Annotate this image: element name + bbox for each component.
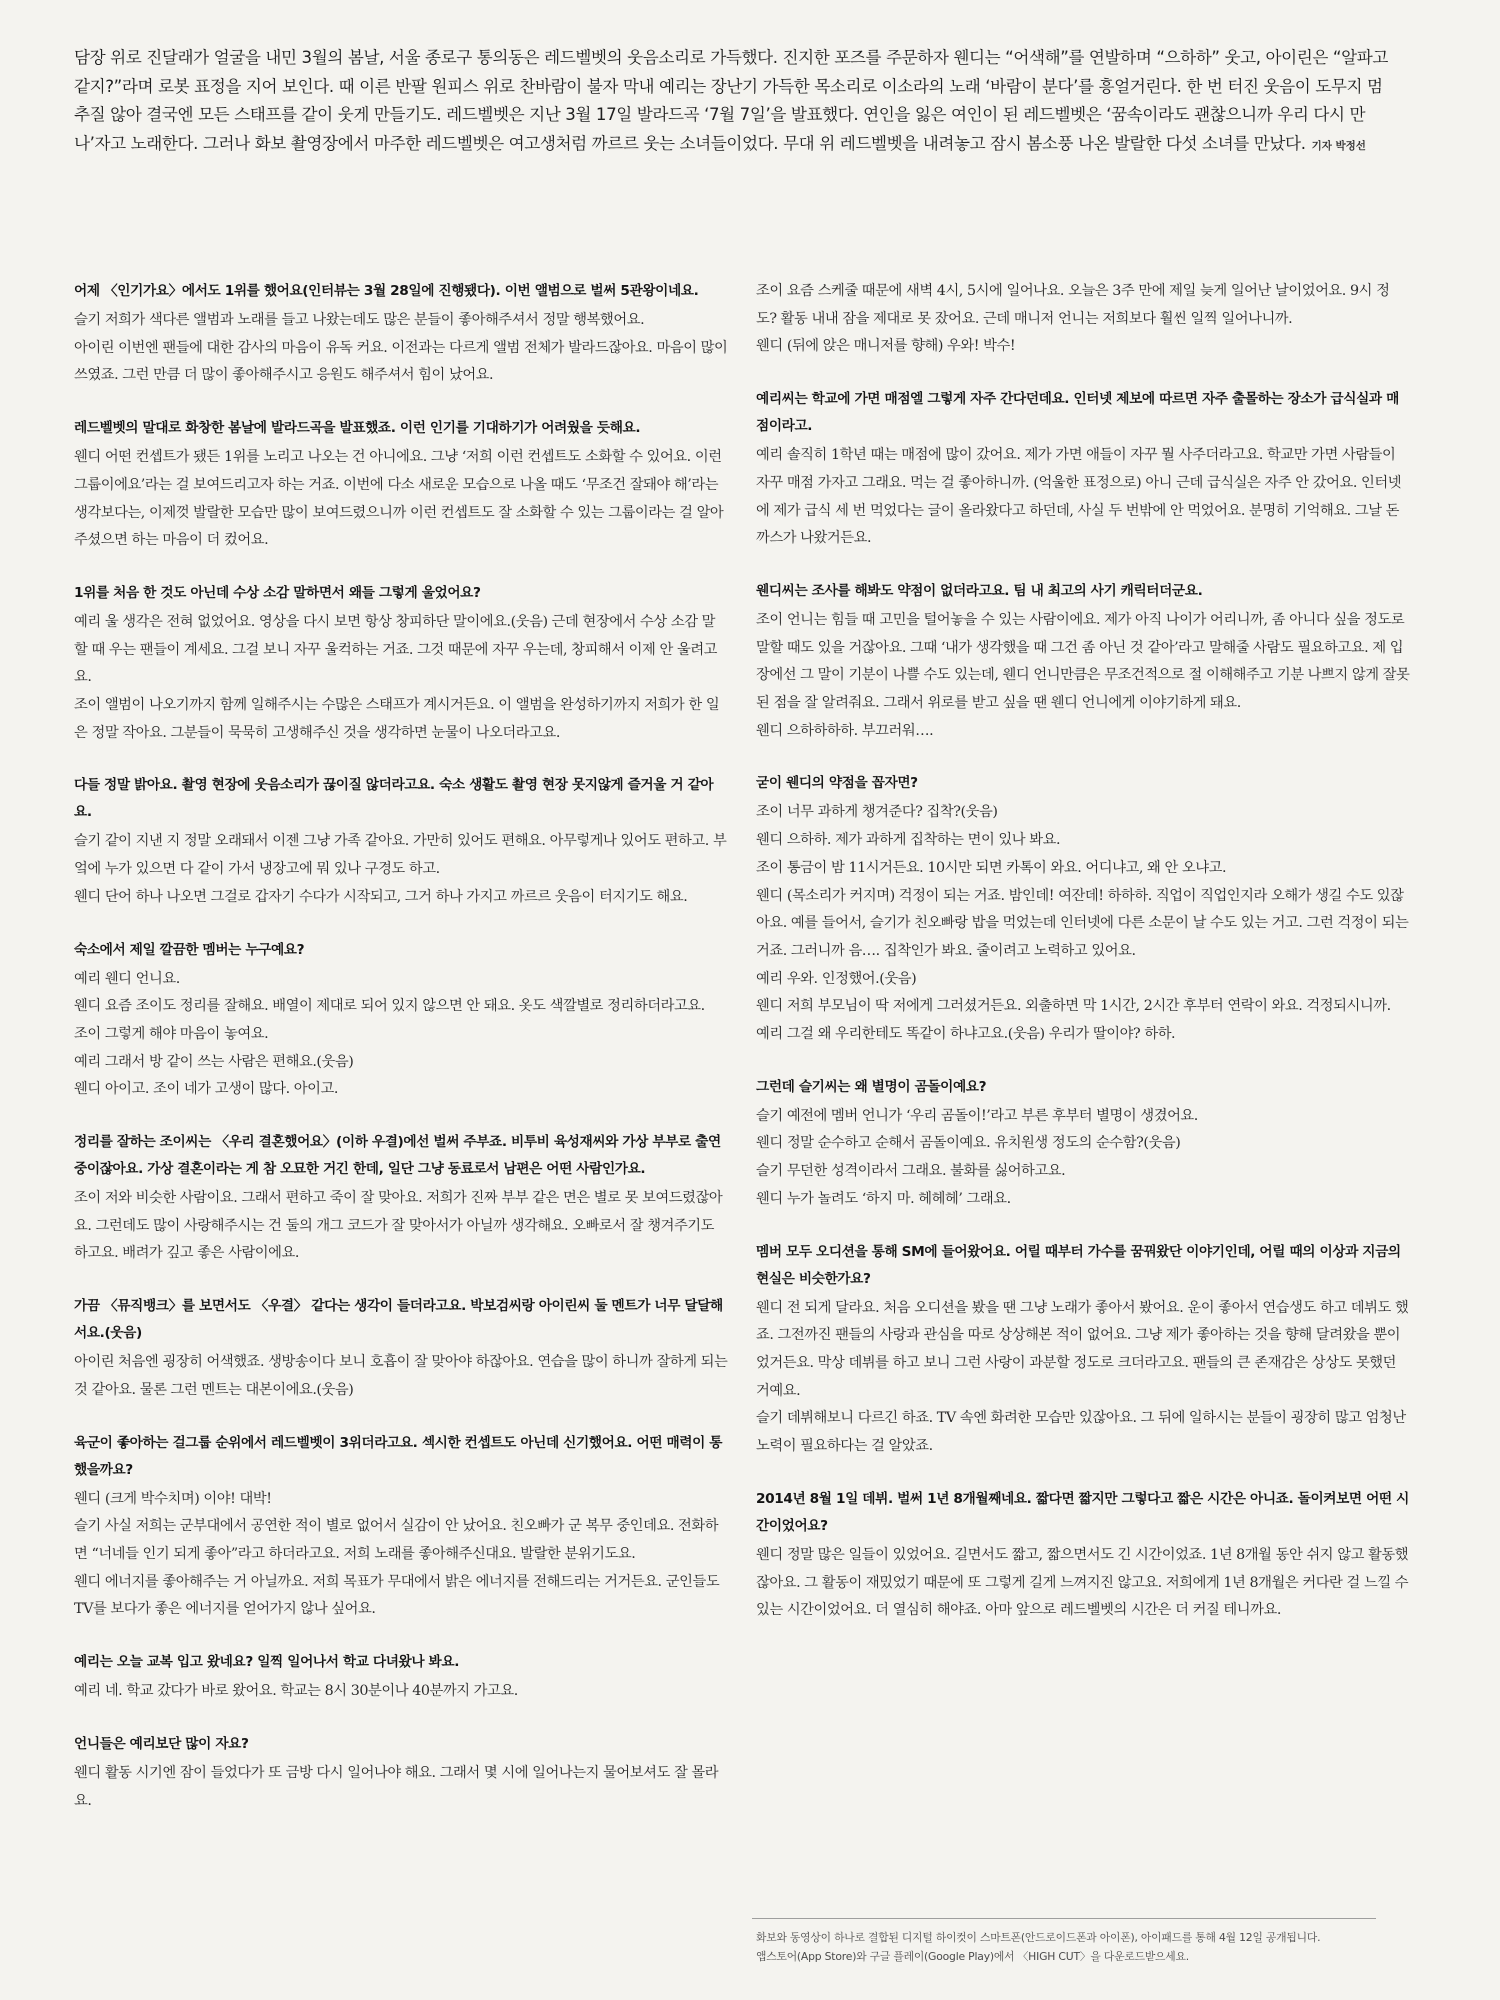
interview-answer: 조이 너무 과하게 챙겨준다? 집착?(웃음) — [756, 804, 998, 821]
qa-block — [756, 1074, 1410, 1214]
byline: 기자 박정선 — [1311, 139, 1366, 152]
interview-answer: 조이 그렇게 해야 마음이 놓여요. — [74, 1025, 269, 1042]
interview-answer: 조이 언니는 힘들 때 고민을 털어놓을 수 있는 사람이에요. 제가 아직 나이가 어리니까, 좀 아니다 싶을 정도로 말할 때도 있을 거잖아요. 그때 ‘내가 생각했을 때 그건 좀 아닌 것 같아’라고 말해줄 사람도 필요하고요. 제 입장에선 그 말이 기분이 나쁠 수도 있는데, 웬디 언니만큼은 무조건적으로 절 이해해주고 기분 나쁘지 않게 잘못된 점을 잘 알려줘요. 그래서 위로를 받고 싶을 땐 웬디 언니에게 이야기하게 돼요. — [756, 611, 1410, 712]
qa-block — [74, 580, 728, 748]
qa-block — [74, 1293, 728, 1404]
interview-answer: 예리 우와. 인정했어.(웃음) — [756, 970, 917, 987]
intro-paragraph — [74, 44, 1394, 160]
interview-answer: 웬디 활동 시기엔 잠이 들었다가 또 금방 다시 일어나야 해요. 그래서 몇 시에 일어나는지 물어보셔도 잘 몰라요. — [74, 1764, 719, 1809]
qa-block — [74, 1430, 728, 1625]
interview-answer: 조이 통금이 밤 11시거든요. 10시만 되면 카톡이 와요. 어디냐고, 왜 안 오냐고. — [756, 859, 1227, 876]
interview-question: 육군이 좋아하는 걸그룹 순위에서 레드벨벳이 3위더라고요. 섹시한 컨셉트도 아닌데 신기했어요. 어떤 매력이 통했을까요? — [74, 1434, 723, 1478]
qa-block — [74, 1731, 728, 1815]
qa-block — [74, 1129, 728, 1268]
interview-answer: 예리 솔직히 1학년 때는 매점에 많이 갔어요. 제가 가면 애들이 자꾸 뭘 사주더라고요. 학교만 가면 사람들이 자꾸 매점 가자고 그래요. 먹는 걸 좋아하니까. (억울한 표정으로) 아니 근데 급식실은 자주 안 갔어요. 인터넷에 제가 급식 세 번 먹었다는 글이 올라왔다고 하던데, 사실 두 번밖에 안 먹었어요. 분명히 기억해요. 그날 돈까스가 나왔거든요. — [756, 447, 1402, 547]
interview-answer: 슬기 저희가 색다른 앨범과 노래를 들고 나왔는데도 많은 분들이 좋아해주셔서 정말 행복했어요. — [74, 312, 645, 328]
interview-question: 웬디씨는 조사를 해봐도 약점이 없더라고요. 팀 내 최고의 사기 캐릭터더군요. — [756, 582, 1203, 599]
interview-answer: 웬디 단어 하나 나오면 그걸로 갑자기 수다가 시작되고, 그거 하나 가지고 까르르 웃음이 터지기도 해요. — [74, 888, 688, 905]
interview-question: 굳이 웬디의 약점을 꼽자면? — [756, 775, 918, 792]
qa-block — [756, 1486, 1410, 1625]
interview-question: 멤버 모두 오디션을 통해 SM에 들어왔어요. 어릴 때부터 가수를 꿈꿔왔단 이야기인데, 어릴 때의 이상과 지금의 현실은 비슷한가요? — [756, 1243, 1401, 1287]
interview-answer: 슬기 예전에 멤버 언니가 ‘우리 곰돌이!’라고 부른 후부터 별명이 생겼어요. — [756, 1107, 1198, 1124]
interview-answer: 웬디 에너지를 좋아해주는 거 아닐까요. 저희 목표가 무대에서 밝은 에너지를 전해드리는 거거든요. 군인들도 TV를 보다가 좋은 에너지를 얻어가지 않나 싶어요. — [74, 1573, 720, 1618]
interview-question: 언니들은 예리보단 많이 자요? — [74, 1735, 249, 1752]
interview-question: 레드벨벳의 말대로 화창한 봄날에 발라드곡을 발표했죠. 이런 인기를 기대하기가 어려웠을 듯해요. — [74, 420, 641, 437]
interview-answer: 웬디 으하하하하. 부끄러워…. — [756, 722, 934, 739]
interview-answer: 웬디 정말 순수하고 순해서 곰돌이예요. 유치원생 정도의 순수함?(웃음) — [756, 1135, 1181, 1152]
interview-question: 예리씨는 학교에 가면 매점엘 그렇게 자주 간다던데요. 인터넷 제보에 따르면 자주 출몰하는 장소가 급식실과 매점이라고. — [756, 391, 1399, 435]
interview-answer: 웬디 아이고. 조이 네가 고생이 많다. 아이고. — [74, 1081, 338, 1098]
interview-answer: 웬디 요즘 조이도 정리를 잘해요. 배열이 제대로 되어 있지 않으면 안 돼요. 옷도 색깔별로 정리하더라고요. — [74, 998, 705, 1015]
interview-question: 가끔 〈뮤직뱅크〉를 보면서도 〈우결〉 같다는 생각이 들더라고요. 박보검씨랑 아이린씨 둘 멘트가 너무 달달해서요.(웃음) — [74, 1298, 723, 1342]
interview-question: 1위를 처음 한 것도 아닌데 수상 소감 말하면서 왜들 그렇게 울었어요? — [74, 584, 481, 601]
qa-block — [74, 772, 728, 911]
interview-answer: 아이린 처음엔 굉장히 어색했죠. 생방송이다 보니 호흡이 잘 맞아야 하잖아요. 연습을 많이 하니까 잘하게 되는 것 같아요. 물론 그런 멘트는 대본이에요.(웃음) — [74, 1354, 728, 1398]
interview-answer: 예리 웬디 언니요. — [74, 970, 180, 987]
interview-question: 다들 정말 밝아요. 촬영 현장에 웃음소리가 끊이질 않더라고요. 숙소 생활도 촬영 현장 못지않게 즐거울 거 같아요. — [74, 777, 714, 821]
interview-answer: 웬디 으하하. 제가 과하게 집착하는 면이 있나 봐요. — [756, 832, 1061, 849]
interview-question: 예리는 오늘 교복 입고 왔네요? 일찍 일어나서 학교 다녀왔나 봐요. — [74, 1654, 460, 1671]
interview-column-left — [74, 278, 728, 1840]
interview-answer: 슬기 사실 저희는 군부대에서 공연한 적이 별로 없어서 실감이 안 났어요. 친오빠가 군 복무 중인데요. 전화하면 “너네들 인기 되게 좋아”라고 하더라고요. 저희 노래를 좋아해주신대요. 발랄한 분위기도요. — [74, 1518, 719, 1562]
interview-answer: 조이 앨범이 나오기까지 함께 일해주시는 수많은 스태프가 계시거든요. 이 앨범을 완성하기까지 저희가 한 일은 정말 작아요. 그분들이 묵묵히 고생해주신 것을 생각하면 눈물이 나오더라고요. — [74, 697, 720, 741]
interview-answer: 아이린 이번엔 팬들에 대한 감사의 마음이 유독 커요. 이전과는 다르게 앨범 전체가 발라드잖아요. 마음이 많이 쓰였죠. 그런 만큼 더 많이 좋아해주시고 응원도 해주셔서 힘이 났어요. — [74, 339, 728, 384]
interview-answer: 웬디 전 되게 달라요. 처음 오디션을 봤을 땐 그냥 노래가 좋아서 봤어요. 운이 좋아서 연습생도 하고 데뷔도 했죠. 그전까진 팬들의 사랑과 관심을 따로 상상해본 적이 없어요. 그냥 제가 좋아하는 것을 향해 달려왔을 뿐이었거든요. 막상 데뷔를 하고 보니 그런 사랑이 과분할 정도로 크더라고요. 팬들의 큰 존재감은 상상도 못했던 거예요. — [756, 1299, 1409, 1399]
qa-block — [74, 278, 728, 390]
interview-question: 어제 〈인기가요〉에서도 1위를 했어요(인터뷰는 3월 28일에 진행됐다). 이번 앨범으로 벌써 5관왕이네요. — [74, 283, 699, 299]
qa-block — [756, 578, 1410, 746]
interview-answer: 조이 요즘 스케줄 때문에 새벽 4시, 5시에 일어나요. 오늘은 3주 만에 제일 늦게 일어난 날이었어요. 9시 정도? 활동 내내 잠을 제대로 못 잤어요. 근데 매니저 언니는 저희보다 훨씬 일찍 일어나니까. — [756, 283, 1390, 327]
interview-answer: 웬디 (크게 박수치며) 이야! 대박! — [74, 1490, 272, 1507]
interview-answer: 슬기 무던한 성격이라서 그래요. 불화를 싫어하고요. — [756, 1163, 1066, 1180]
intro-text: 담장 위로 진달래가 얼굴을 내민 3월의 봄날, 서울 종로구 통의동은 레드벨벳의 웃음소리로 가득했다. 진지한 포즈를 주문하자 웬디는 “어색해”를 연발하며 “으하하” 웃고, 아이린은 “알파고 같지?”라며 로봇 표정을 지어 보인다. 때 이른 반팔 원피스 위로 찬바람이 불자 막내 예리는 장난기 가득한 목소리로 이소라의 노래 ‘바람이 분다’를 흥얼거린다. 한 번 터진 웃음이 도무지 멈추질 않아 결국엔 모든 스태프를 같이 웃게 만들기도. 레드벨벳은 지난 3월 17일 발라드곡 ‘7월 7일’을 발표했다. 연인을 잃은 여인이 된 레드벨벳은 ‘꿈속이라도 괜찮으니까 우리 다시 만나’자고 노래한다. 그러나 화보 촬영장에서 마주한 레드벨벳은 여고생처럼 까르르 웃는 소녀들이었다. 무대 위 레드벨벳을 내려놓고 잠시 봄소풍 나온 발랄한 다섯 소녀를 만났다. — [74, 48, 1388, 153]
interview-question: 그런데 슬기씨는 왜 별명이 곰돌이예요? — [756, 1078, 987, 1095]
qa-block — [756, 278, 1410, 361]
interview-answer: 예리 그걸 왜 우리한테도 똑같이 하냐고요.(웃음) 우리가 딸이야? 하하. — [756, 1026, 1176, 1043]
qa-block — [74, 937, 728, 1105]
qa-block — [756, 770, 1410, 1048]
interview-answer: 웬디 어떤 컨셉트가 됐든 1위를 노리고 나오는 건 아니에요. 그냥 ‘저희 이런 컨셉트도 소화할 수 있어요. 이런 그룹이에요’라는 걸 보여드리고자 하는 거죠. 이번에 다소 새로운 모습으로 나올 때도 ‘무조건 잘돼야 해’라는 생각보다는, 이제껏 발랄한 모습만 많이 보여드렸으니까 이런 컨셉트도 잘 소화할 수 있는 그룹이라는 걸 알아주셨으면 하는 마음이 더 컸어요. — [74, 449, 724, 549]
footer-line-2: 앱스토어(App Store)와 구글 플레이(Google Play)에서 〈HIGH CUT〉을 다운로드받으세요. — [756, 1950, 1189, 1963]
interview-question: 2014년 8월 1일 데뷔. 벌써 1년 8개월째네요. 짧다면 짧지만 그렇다고 짧은 시간은 아니죠. 돌이켜보면 어떤 시간이었어요? — [756, 1490, 1409, 1534]
interview-answer: 웬디 정말 많은 일들이 있었어요. 길면서도 짧고, 짧으면서도 긴 시간이었죠. 1년 8개월 동안 쉬지 않고 활동했잖아요. 그 활동이 재밌었기 때문에 또 그렇게 길게 느껴지진 않고요. 저희에게 1년 8개월은 커다란 걸 느낄 수 있는 시간이었어요. 더 열심히 해야죠. 아마 앞으로 레드벨벳의 시간은 더 커질 테니까요. — [756, 1546, 1409, 1619]
qa-block — [756, 386, 1410, 553]
interview-answer: 예리 네. 학교 갔다가 바로 왔어요. 학교는 8시 30분이나 40분까지 가고요. — [74, 1683, 518, 1700]
interview-answer: 슬기 데뷔해보니 다르긴 하죠. TV 속엔 화려한 모습만 있잖아요. 그 뒤에 일하시는 분들이 굉장히 많고 엄청난 노력이 필요하다는 걸 알았죠. — [756, 1410, 1406, 1455]
footer-notice — [756, 1928, 1396, 1966]
footer-line-1: 화보와 동영상이 하나로 결합된 디지털 하이컷이 스마트폰(안드로이드폰과 아이폰), 아이패드를 통해 4월 12일 공개됩니다. — [756, 1931, 1321, 1944]
footer-divider — [752, 1918, 1376, 1919]
interview-answer: 예리 그래서 방 같이 쓰는 사람은 편해요.(웃음) — [74, 1053, 354, 1070]
interview-column-right — [756, 278, 1410, 1650]
qa-block — [756, 1239, 1410, 1461]
qa-block — [74, 1649, 728, 1706]
interview-answer: 웬디 (목소리가 커지며) 걱정이 되는 거죠. 밤인데! 여잔데! 하하하. 직업이 직업인지라 오해가 생길 수도 있잖아요. 예를 들어서, 슬기가 친오빠랑 밥을 먹었는데 인터넷에 다른 소문이 날 수도 있는 거고. 그런 걱정이 되는 거죠. 그러니까 음…. 집착인가 봐요. 줄이려고 노력하고 있어요. — [756, 887, 1409, 959]
qa-block — [74, 415, 728, 555]
interview-answer: 슬기 같이 지낸 지 정말 오래돼서 이젠 그냥 가족 같아요. 가만히 있어도 편해요. 아무렇게나 있어도 편하고. 부엌에 누가 있으면 다 같이 가서 냉장고에 뭐 있나 구경도 하고. — [74, 833, 727, 878]
interview-answer: 예리 울 생각은 전혀 없었어요. 영상을 다시 보면 항상 창피하단 말이에요.(웃음) 근데 현장에서 수상 소감 말할 때 우는 팬들이 계세요. 그걸 보니 자꾸 울컥하는 거죠. 그것 때문에 자꾸 우는데, 창피해서 이제 안 울려고요. — [74, 613, 718, 686]
interview-question: 정리를 잘하는 조이씨는 〈우리 결혼했어요〉(이하 우결)에선 벌써 주부죠. 비투비 육성재씨와 가상 부부로 출연 중이잖아요. 가상 결혼이라는 게 참 오묘한 거긴 한데, 일단 그냥 동료로서 남편은 어떤 사람인가요. — [74, 1134, 721, 1178]
interview-answer: 웬디 누가 놀려도 ‘하지 마. 헤헤헤’ 그래요. — [756, 1190, 1011, 1207]
interview-answer: 웬디 저희 부모님이 딱 저에게 그러셨거든요. 외출하면 막 1시간, 2시간 후부터 연락이 와요. 걱정되시니까. — [756, 998, 1391, 1015]
interview-question: 숙소에서 제일 깔끔한 멤버는 누구예요? — [74, 941, 305, 958]
interview-answer: 조이 저와 비슷한 사람이요. 그래서 편하고 죽이 잘 맞아요. 저희가 진짜 부부 같은 면은 별로 못 보여드렸잖아요. 그런데도 많이 사랑해주시는 건 둘의 개그 코드가 잘 맞아서가 아닐까 생각해요. 오빠로서 잘 챙겨주기도 하고요. 배려가 깊고 좋은 사람이에요. — [74, 1190, 723, 1262]
interview-answer: 웬디 (뒤에 앉은 매니저를 향해) 우와! 박수! — [756, 338, 1016, 355]
